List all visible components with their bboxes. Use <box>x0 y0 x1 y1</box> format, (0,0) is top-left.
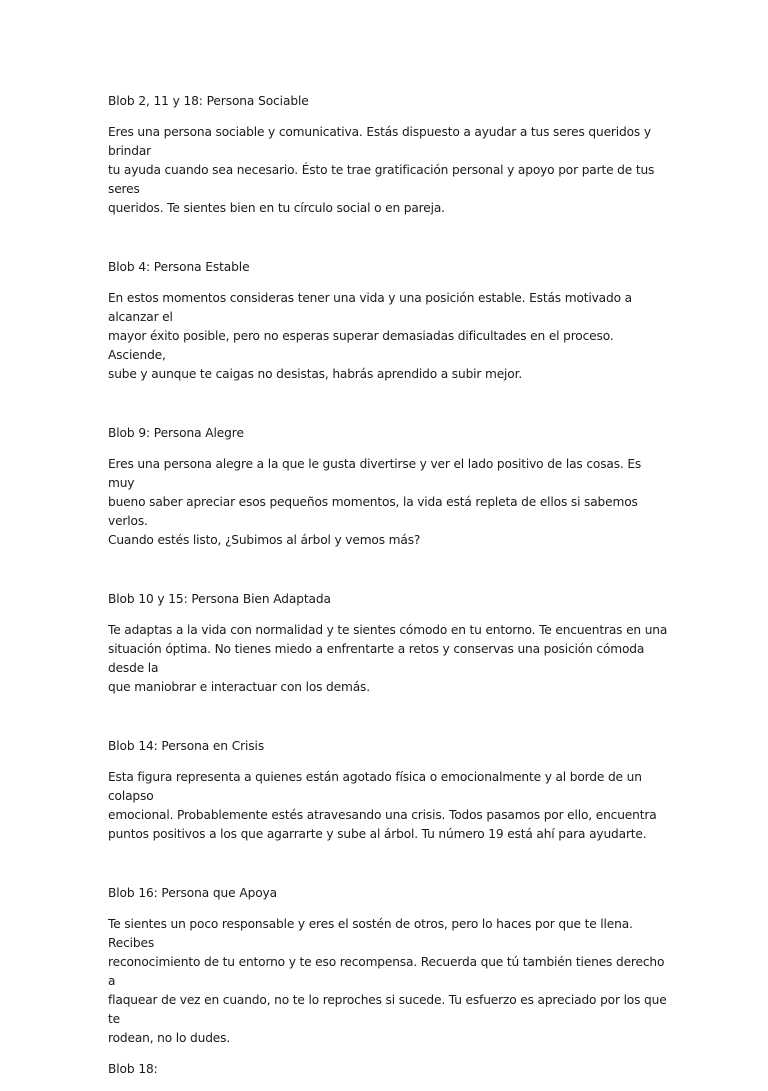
section-crisis <box>108 737 668 844</box>
paragraph-line: Esta figura representa a quienes están agotado física o emocionalmente y al borde de un colapso <box>108 770 642 803</box>
paragraph-line: Eres una persona alegre a la que le gusta divertirse y ver el lado positivo de las cosas. Es muy <box>108 457 642 490</box>
section-heading: Blob 14: Persona en Crisis <box>108 739 265 753</box>
section-alegre <box>108 424 668 550</box>
section-paragraph <box>108 768 668 844</box>
paragraph-line: reconocimiento de tu entorno y te eso recompensa. Recuerda que tú también tienes derecho a <box>108 955 665 988</box>
paragraph-line: mayor éxito posible, pero no esperas superar demasiadas dificultades en el proceso. Asciende, <box>108 329 614 362</box>
paragraph-line: situación óptima. No tienes miedo a enfrentarte a retos y conservas una posición cómoda desde la <box>108 642 645 675</box>
paragraph-line: emocional. Probablemente estés atravesando una crisis. Todos pasamos por ello, encuentra <box>108 808 657 822</box>
trailing-heading: Blob 18: <box>108 1062 158 1076</box>
section-bien-adaptada <box>108 590 668 697</box>
paragraph-line: bueno saber apreciar esos pequeños momentos, la vida está repleta de ellos si sabemos verlos. <box>108 495 638 528</box>
paragraph-line: queridos. Te sientes bien en tu círculo social o en pareja. <box>108 201 445 215</box>
section-paragraph <box>108 123 668 218</box>
section-heading: Blob 16: Persona que Apoya <box>108 886 278 900</box>
section-heading: Blob 2, 11 y 18: Persona Sociable <box>108 94 309 108</box>
paragraph-line: flaquear de vez en cuando, no te lo reproches si sucede. Tu esfuerzo es apreciado por los que te <box>108 993 667 1026</box>
section-sociable <box>108 92 668 218</box>
paragraph-line: Cuando estés listo, ¿Subimos al árbol y vemos más? <box>108 533 421 547</box>
paragraph-line: sube y aunque te caigas no desistas, habrás aprendido a subir mejor. <box>108 367 523 381</box>
paragraph-line: Te adaptas a la vida con normalidad y te sientes cómodo en tu entorno. Te encuentras en una <box>108 623 668 637</box>
paragraph-line: Eres una persona sociable y comunicativa. Estás dispuesto a ayudar a tus seres queridos y brindar <box>108 125 651 158</box>
paragraph-line: tu ayuda cuando sea necesario. Ésto te trae gratificación personal y apoyo por parte de tus seres <box>108 163 655 196</box>
section-estable <box>108 258 668 384</box>
paragraph-line: Te sientes un poco responsable y eres el sostén de otros, pero lo haces por que te llena. Recibes <box>108 917 633 950</box>
section-paragraph <box>108 455 668 550</box>
section-heading: Blob 4: Persona Estable <box>108 260 250 274</box>
paragraph-line: puntos positivos a los que agarrarte y sube al árbol. Tu número 19 está ahí para ayudarte. <box>108 827 647 841</box>
document-content <box>108 92 668 1091</box>
section-paragraph <box>108 289 668 384</box>
section-apoya <box>108 884 668 1048</box>
section-paragraph <box>108 915 668 1048</box>
paragraph-line: que maniobrar e interactuar con los demás. <box>108 680 370 694</box>
section-heading: Blob 10 y 15: Persona Bien Adaptada <box>108 592 331 606</box>
paragraph-line: En estos momentos consideras tener una vida y una posición estable. Estás motivado a alcanzar el <box>108 291 632 324</box>
section-paragraph <box>108 621 668 697</box>
section-heading: Blob 9: Persona Alegre <box>108 426 244 440</box>
paragraph-line: rodean, no lo dudes. <box>108 1031 231 1045</box>
